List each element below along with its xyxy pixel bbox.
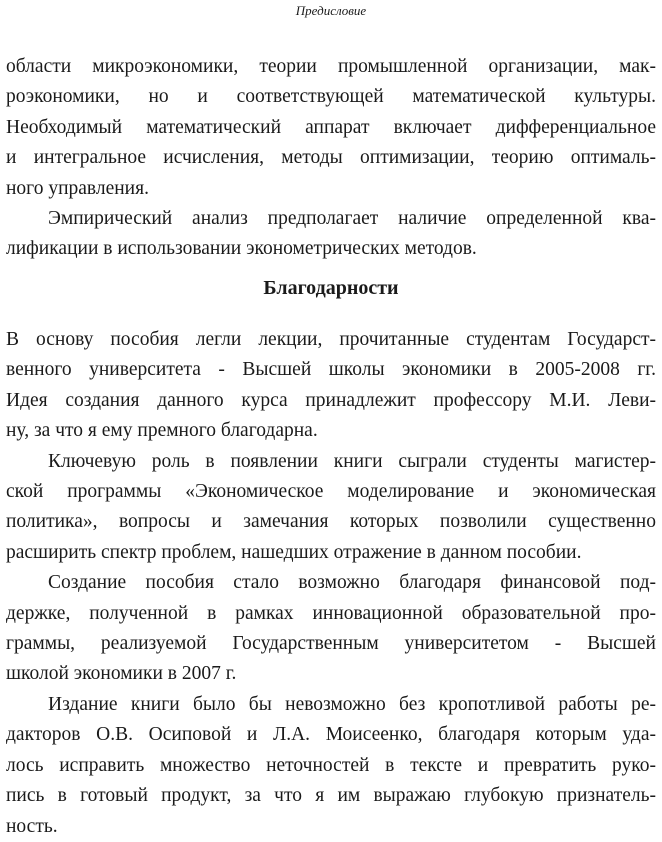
text-line: дакторов О.В. Осиповой и Л.А. Моисеенко, благодаря которым уда- — [6, 724, 656, 746]
text-line: пись в готовый продукт, за что я им выражаю глубокую признатель- — [6, 785, 656, 807]
text-line: ность. — [6, 815, 58, 837]
text-line: Издание книги было бы невозможно без кропотливой работы ре- — [48, 693, 656, 715]
text-line: Эмпирический анализ предполагает наличие определенной ква- — [48, 208, 656, 230]
text-line: держке, полученной в рамках инновационной образовательной про- — [6, 602, 656, 624]
text-line: Идея создания данного курса принадлежит профессору М.И. Леви- — [6, 389, 656, 411]
text-line: политика», вопросы и замечания которых позволили существенно — [6, 511, 656, 533]
text-line: школой экономики в 2007 г. — [6, 663, 237, 685]
acknowledgements-text — [6, 325, 656, 842]
running-header: Предисловие — [295, 3, 367, 18]
paragraph — [6, 325, 656, 447]
section-heading: Благодарности — [263, 277, 399, 299]
text-line: лось исправить множество неточностей в тексте и превратить руко- — [6, 754, 656, 776]
paragraph — [6, 204, 656, 265]
text-line: лификации в использовании эконометрических методов. — [6, 238, 477, 260]
paragraph — [6, 52, 656, 204]
text-line: роэкономики, но и соответствующей математической культуры. — [6, 86, 656, 108]
text-line: ской программы «Экономическое моделирование и экономическая — [6, 481, 656, 503]
text-line: расширить спектр проблем, нашедших отражение в данном пособии. — [6, 541, 582, 563]
text-line: В основу пособия легли лекции, прочитанные студентам Государст- — [6, 329, 656, 350]
text-line: области микроэкономики, теории промышленной организации, мак- — [6, 56, 656, 77]
paragraph — [6, 690, 656, 842]
text-line: и интегральное исчисления, методы оптимизации, теорию оптималь- — [6, 147, 656, 169]
intro-text — [6, 52, 656, 265]
text-line: ного управления. — [6, 177, 149, 199]
text-line: Необходимый математический аппарат включает дифференциальное — [6, 116, 656, 138]
text-line: Ключевую роль в появлении книги сыграли студенты магистер- — [48, 450, 656, 472]
paragraph — [6, 447, 656, 569]
text-line: Создание пособия стало возможно благодаря финансовой под- — [48, 572, 656, 594]
text-line: граммы, реализуемой Государственным университетом - Высшей — [6, 633, 656, 655]
paragraph — [6, 568, 656, 690]
text-line: ну, за что я ему премного благодарна. — [6, 420, 318, 442]
text-line: венного университета - Высшей школы экономики в 2005-2008 гг. — [6, 359, 656, 381]
